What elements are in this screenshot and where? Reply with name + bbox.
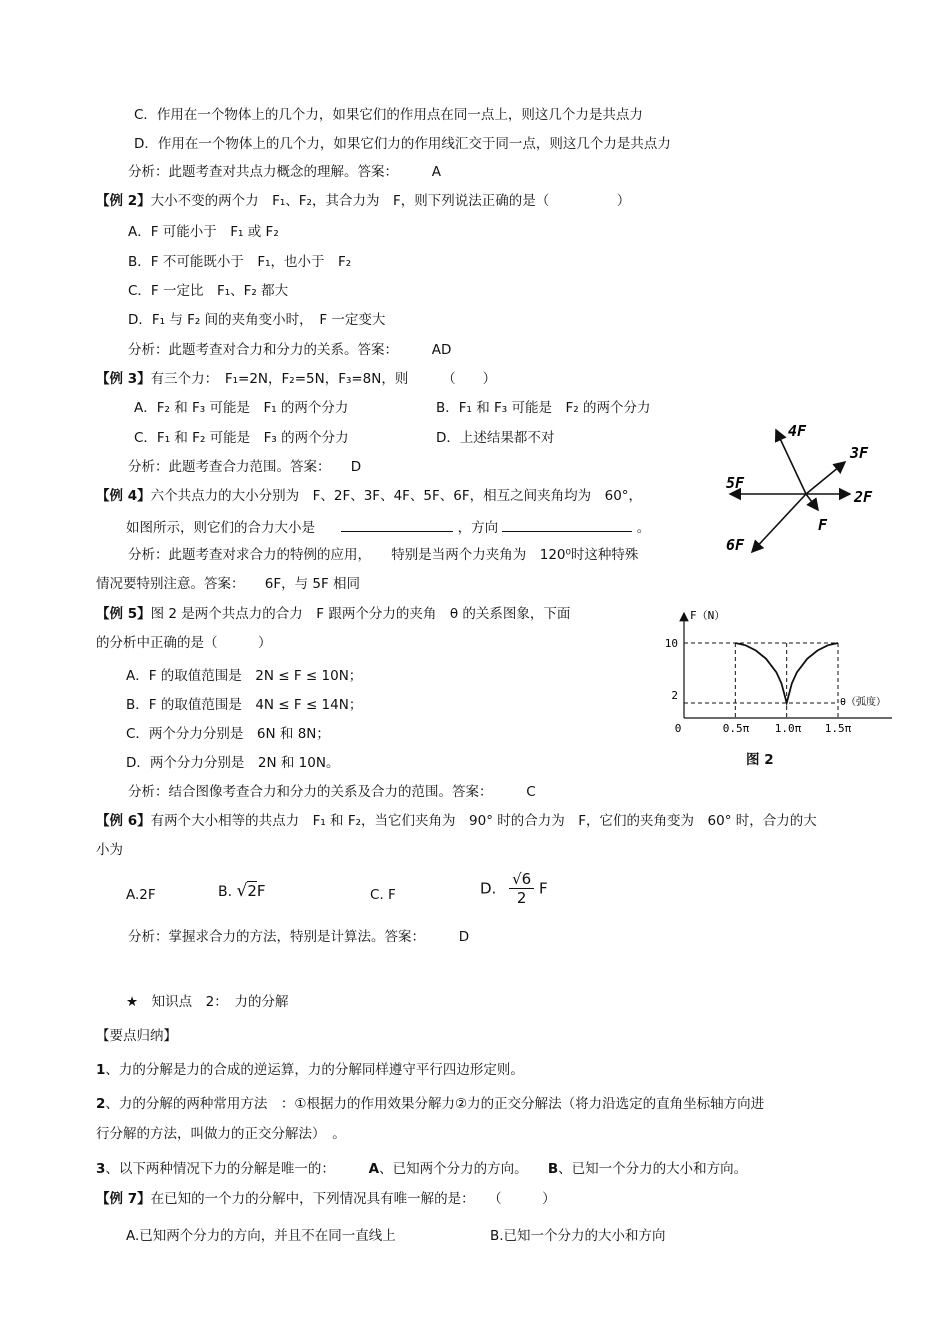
analysis-line: 分析：此题考查对求合力的特例的应用， 特别是当两个力夹角为 120⁰时这种特殊 <box>128 547 639 563</box>
denominator: 2 <box>516 889 527 907</box>
period: 。 <box>636 520 651 536</box>
example-2-line <box>96 192 630 210</box>
figure-caption: 图 2 <box>746 752 774 768</box>
direction-label: ，方向 <box>457 520 499 536</box>
analysis-line: 分析：此题考查合力范围。答案： D <box>128 459 362 475</box>
case-text: 、已知两个分力的方向。 <box>379 1161 521 1177</box>
point-number: 3 <box>96 1161 106 1177</box>
option-line: D．上述结果都不对 <box>436 430 555 446</box>
force-label: 2F <box>854 488 873 506</box>
example-5-line <box>96 605 570 623</box>
example-3-line <box>96 370 496 388</box>
option-line: C．F 一定比 F₁、F₂ 都大 <box>128 283 289 299</box>
analysis-line: 分析：此题考查对共点力概念的理解。答案： A <box>128 164 441 180</box>
x-tick-label: 1.5π <box>824 722 852 735</box>
example-tag: 【例 6】 <box>96 813 151 829</box>
option-line: C．F₁ 和 F₂ 可能是 F₃ 的两个分力 <box>134 430 349 446</box>
option-label: B. <box>218 884 233 900</box>
force-diagram <box>718 418 888 570</box>
analysis-line: 分析：掌握求合力的方法，特别是计算法。答案： D <box>128 929 470 945</box>
option-line: D．F₁ 与 F₂ 间的夹角变小时， F 一定变大 <box>128 312 386 328</box>
option-line: C．两个分力分别是 6N 和 8N； <box>126 726 330 742</box>
point-line <box>96 1160 747 1178</box>
x-tick-label: 1.0π <box>774 722 802 735</box>
point-number: 2 <box>96 1096 106 1112</box>
force-label: F <box>818 516 828 534</box>
option-d-line: D．作用在一个物体上的几个力，如果它们力的作用线汇交于同一点，则这几个力是共点力 <box>134 136 671 152</box>
example-text: 六个共点力的大小分别为 F、2F、3F、4F、5F、6F，相互之间夹角均为 60°， <box>150 488 643 504</box>
force-angle-chart <box>660 605 900 735</box>
analysis-line: 分析：结合图像考查合力和分力的关系及合力的范围。答案： C <box>128 784 536 800</box>
section-title: 知识点 2： 力的分解 <box>151 994 289 1010</box>
point-text: 、以下两种情况下力的分解是唯一的： <box>105 1161 329 1177</box>
answer-blank[interactable] <box>502 517 632 532</box>
case-text: 、已知一个分力的大小和方向。 <box>558 1161 748 1177</box>
analysis-line: 情况要特别注意。答案： 6F，与 5F 相同 <box>96 576 361 592</box>
force-6f-arrow <box>752 494 806 552</box>
option-line: B.已知一个分力的大小和方向 <box>490 1228 666 1244</box>
question-line: 小为 <box>96 842 123 858</box>
example-text: 大小不变的两个力 F₁、F₂，其合力为 F，则下列说法正确的是（ ） <box>150 193 631 209</box>
fraction <box>509 870 534 907</box>
case-tag: B <box>547 1161 559 1177</box>
force-label: 4F <box>788 422 807 440</box>
option-line: B．F₁ 和 F₃ 可能是 F₂ 的两个分力 <box>436 400 651 416</box>
option-label: D. <box>480 879 497 898</box>
point-text: 、力的分解的两种常用方法 ：①根据力的作用效果分解力②力的正交分解法（将力沿选定的直角坐标轴方向进 <box>105 1096 765 1112</box>
point-number: 1 <box>96 1062 106 1078</box>
option-line: D．两个分力分别是 2N 和 10N。 <box>126 755 340 771</box>
point-line <box>96 1061 524 1079</box>
option-line: A．F₂ 和 F₃ 可能是 F₁ 的两个分力 <box>134 400 349 416</box>
point-text: 、力的分解是力的合成的逆运算，力的分解同样遵守平行四边形定则。 <box>105 1062 524 1078</box>
option-line: A.已知两个分力的方向，并且不在同一直线上 <box>126 1228 396 1244</box>
example-7-line <box>96 1190 556 1208</box>
x-tick-label: 0.5π <box>722 722 750 735</box>
option-a: A.2F <box>126 887 156 903</box>
option-b <box>218 882 266 901</box>
x-axis-label: θ（弧度） <box>840 697 887 708</box>
example-4-line <box>96 487 642 505</box>
section-heading <box>126 993 288 1011</box>
question-text: 如图所示，则它们的合力大小是 <box>126 520 315 536</box>
force-label: 3F <box>850 444 869 462</box>
example-text: 有两个大小相等的共点力 F₁ 和 F₂，当它们夹角为 90° 时的合力为 F，它们的夹角变为 60° 时，合力的大 <box>150 813 817 829</box>
example-6-line <box>96 812 817 830</box>
option-c: C. F <box>370 887 396 903</box>
option-c-line: C．作用在一个物体上的几个力，如果它们的作用点在同一点上，则这几个力是共点力 <box>134 107 643 123</box>
force-label: 5F <box>726 474 745 492</box>
example-text: 在已知的一个力的分解中，下列情况具有唯一解的是： （ ） <box>150 1191 556 1207</box>
example-tag: 【例 2】 <box>96 193 151 209</box>
option-d <box>480 870 548 907</box>
fill-in-line <box>126 517 650 537</box>
point-line: 行分解的方法，叫做力的正交分解法） 。 <box>96 1126 346 1142</box>
star-icon: ★ <box>126 994 139 1010</box>
example-tag: 【例 3】 <box>96 371 151 387</box>
case-tag: A <box>368 1161 380 1177</box>
option-line: B．F 的取值范围是 4N ≤ F ≤ 14N； <box>126 697 363 713</box>
force-label: 6F <box>726 536 745 554</box>
option-line: A．F 可能小于 F₁ 或 F₂ <box>128 224 279 240</box>
answer-blank[interactable] <box>341 517 453 532</box>
example-tag: 【例 4】 <box>96 488 151 504</box>
x-tick-label: 0 <box>674 722 682 735</box>
example-text: 有三个力： F₁=2N，F₂=5N，F₃=8N，则 （ ） <box>150 371 497 387</box>
force-3f-arrow <box>806 462 845 494</box>
sqrt-icon: √ <box>236 881 248 901</box>
question-line: 的分析中正确的是（ ） <box>96 635 272 651</box>
option-unit: F <box>539 879 548 898</box>
y-tick-label: 2 <box>671 689 678 702</box>
radicand: 2 <box>247 882 257 900</box>
option-line: B．F 不可能既小于 F₁，也小于 F₂ <box>128 254 352 270</box>
y-axis-label: F（N） <box>690 609 726 622</box>
key-points-heading: 【要点归纳】 <box>96 1028 177 1044</box>
example-tag: 【例 5】 <box>96 606 151 622</box>
y-tick-label: 10 <box>664 637 678 650</box>
option-unit: F <box>256 882 266 900</box>
force-f-arrow <box>806 494 818 510</box>
example-tag: 【例 7】 <box>96 1191 151 1207</box>
example-text: 图 2 是两个共点力的合力 F 跟两个分力的夹角 θ 的关系图象，下面 <box>150 606 571 622</box>
option-line: A．F 的取值范围是 2N ≤ F ≤ 10N； <box>126 668 363 684</box>
point-line <box>96 1095 764 1113</box>
analysis-line: 分析：此题考查对合力和分力的关系。答案： AD <box>128 342 452 358</box>
numerator: √6 <box>509 870 534 889</box>
